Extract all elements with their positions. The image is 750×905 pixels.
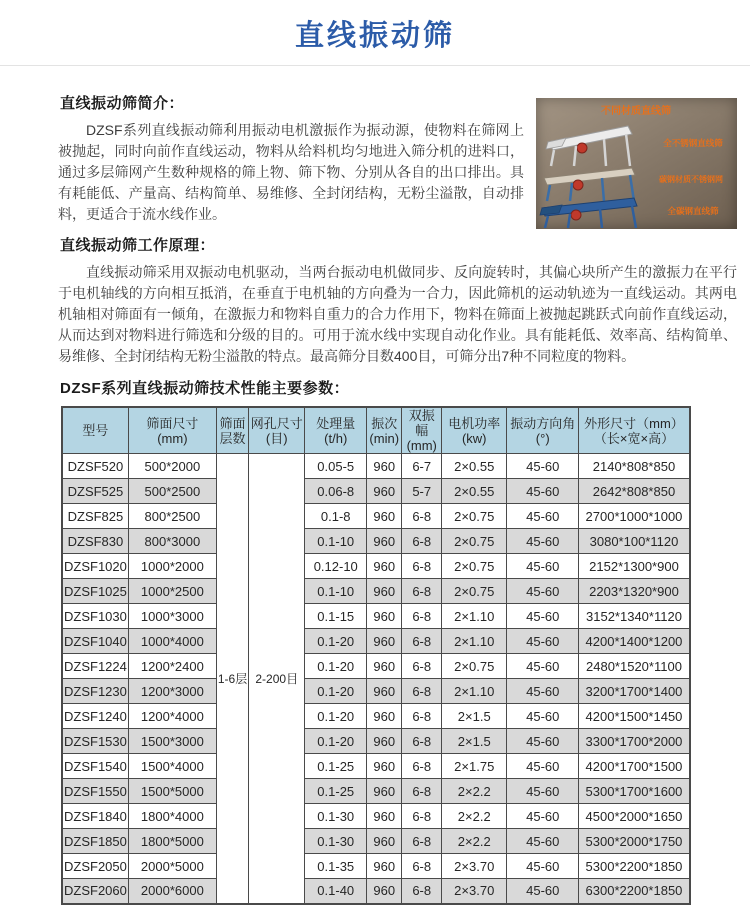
table-cell: 960 <box>367 879 402 904</box>
column-header: 型号 <box>62 407 128 454</box>
merged-cell-mesh: 2-200目 <box>249 454 305 904</box>
content <box>0 66 750 905</box>
table-cell: 960 <box>367 479 402 504</box>
table-cell: 0.1-25 <box>305 754 367 779</box>
table-cell: 6300*2200*1850 <box>579 879 690 904</box>
table-cell: 45-60 <box>507 754 579 779</box>
column-header: 外形尺寸（mm） （长×宽×高） <box>579 407 690 454</box>
table-cell: 2×1.5 <box>442 729 507 754</box>
table-cell: 45-60 <box>507 579 579 604</box>
table-cell: 0.05-5 <box>305 454 367 479</box>
table-cell: 3080*100*1120 <box>579 529 690 554</box>
table-row <box>62 604 690 629</box>
table-cell: 1500*5000 <box>128 779 216 804</box>
table-cell: 1200*2400 <box>128 654 216 679</box>
table-cell: 960 <box>367 604 402 629</box>
table-cell: DZSF1025 <box>62 579 128 604</box>
table-cell: DZSF1840 <box>62 804 128 829</box>
photo-label-stainless: 全不锈钢直线筛 <box>663 138 723 148</box>
table-cell: 0.1-15 <box>305 604 367 629</box>
table-cell: 0.1-20 <box>305 704 367 729</box>
table-cell: 2×3.70 <box>442 879 507 904</box>
intro-heading: 直线振动筛简介： <box>60 95 185 112</box>
table-cell: 6-8 <box>402 704 442 729</box>
table-cell: 6-8 <box>402 829 442 854</box>
table-cell: 45-60 <box>507 804 579 829</box>
table-row <box>62 754 690 779</box>
table-cell: 2152*1300*900 <box>579 554 690 579</box>
table-cell: DZSF1230 <box>62 679 128 704</box>
table-cell: 0.1-30 <box>305 804 367 829</box>
table-cell: 0.1-20 <box>305 629 367 654</box>
table-cell: 2480*1520*1100 <box>579 654 690 679</box>
table-cell: 6-8 <box>402 579 442 604</box>
table-cell: 0.12-10 <box>305 554 367 579</box>
table-row <box>62 879 690 904</box>
table-cell: 6-8 <box>402 879 442 904</box>
table-cell: 2×0.75 <box>442 654 507 679</box>
specs-table-body <box>62 454 690 904</box>
table-cell: 2203*1320*900 <box>579 579 690 604</box>
table-cell: DZSF525 <box>62 479 128 504</box>
table-cell: DZSF2060 <box>62 879 128 904</box>
table-row <box>62 729 690 754</box>
table-cell: 6-8 <box>402 779 442 804</box>
table-cell: 6-8 <box>402 604 442 629</box>
table-row <box>62 629 690 654</box>
table-cell: 6-8 <box>402 629 442 654</box>
table-cell: 4200*1700*1500 <box>579 754 690 779</box>
table-cell: 0.1-30 <box>305 829 367 854</box>
table-cell: 2000*6000 <box>128 879 216 904</box>
photo-label-carbon-mesh: 碳钢材质不锈钢网 <box>659 175 723 184</box>
table-cell: 45-60 <box>507 604 579 629</box>
photo-label-carbon: 全碳钢直线筛 <box>667 206 719 216</box>
table-cell: 0.1-35 <box>305 854 367 879</box>
table-cell: 960 <box>367 454 402 479</box>
table-cell: DZSF1540 <box>62 754 128 779</box>
table-cell: 960 <box>367 704 402 729</box>
table-cell: DZSF1040 <box>62 629 128 654</box>
table-cell: 960 <box>367 504 402 529</box>
table-cell: 960 <box>367 754 402 779</box>
table-row <box>62 779 690 804</box>
table-cell: 45-60 <box>507 854 579 879</box>
column-header: 处理量 (t/h) <box>305 407 367 454</box>
column-header: 筛面 层数 <box>216 407 248 454</box>
table-cell: 3300*1700*2000 <box>579 729 690 754</box>
table-cell: 45-60 <box>507 729 579 754</box>
table-cell: 2×1.10 <box>442 679 507 704</box>
column-header: 电机功率 (kw) <box>442 407 507 454</box>
table-cell: 1500*4000 <box>128 754 216 779</box>
photo-caption-top: 不同材质直线筛 <box>601 106 671 117</box>
table-cell: 2×0.75 <box>442 529 507 554</box>
table-cell: 45-60 <box>507 779 579 804</box>
table-cell: 0.06-8 <box>305 479 367 504</box>
table-cell: 5-7 <box>402 479 442 504</box>
table-cell: DZSF1850 <box>62 829 128 854</box>
table-cell: 2×1.10 <box>442 604 507 629</box>
table-cell: 2×0.55 <box>442 479 507 504</box>
table-cell: 6-8 <box>402 804 442 829</box>
table-cell: 960 <box>367 779 402 804</box>
table-cell: DZSF1020 <box>62 554 128 579</box>
table-cell: 45-60 <box>507 454 579 479</box>
table-row <box>62 679 690 704</box>
table-row <box>62 554 690 579</box>
merged-cell-layers: 1-6层 <box>216 454 248 904</box>
table-cell: 45-60 <box>507 554 579 579</box>
table-cell: DZSF1550 <box>62 779 128 804</box>
table-cell: 45-60 <box>507 529 579 554</box>
table-row <box>62 854 690 879</box>
table-cell: 0.1-40 <box>305 879 367 904</box>
table-cell: 3200*1700*1400 <box>579 679 690 704</box>
table-cell: 0.1-20 <box>305 729 367 754</box>
table-cell: 45-60 <box>507 479 579 504</box>
table-cell: 6-8 <box>402 754 442 779</box>
table-cell: 0.1-20 <box>305 679 367 704</box>
table-cell: 2×0.75 <box>442 579 507 604</box>
column-header: 网孔尺寸 (目) <box>249 407 305 454</box>
table-row <box>62 454 690 479</box>
table-cell: 1200*3000 <box>128 679 216 704</box>
table-cell: 6-8 <box>402 504 442 529</box>
table-row <box>62 579 690 604</box>
table-cell: DZSF830 <box>62 529 128 554</box>
column-header: 振次 (min) <box>367 407 402 454</box>
table-cell: 45-60 <box>507 504 579 529</box>
table-row <box>62 704 690 729</box>
table-cell: 1800*5000 <box>128 829 216 854</box>
table-cell: 5300*2000*1750 <box>579 829 690 854</box>
table-cell: 6-8 <box>402 729 442 754</box>
table-row <box>62 804 690 829</box>
column-header: 振动方向角 (°) <box>507 407 579 454</box>
table-cell: 2642*808*850 <box>579 479 690 504</box>
table-cell: 1000*4000 <box>128 629 216 654</box>
table-cell: 2000*5000 <box>128 854 216 879</box>
table-cell: 2×1.75 <box>442 754 507 779</box>
table-cell: 960 <box>367 554 402 579</box>
table-cell: 1000*2500 <box>128 579 216 604</box>
table-cell: 45-60 <box>507 679 579 704</box>
table-cell: 45-60 <box>507 879 579 904</box>
table-cell: 960 <box>367 829 402 854</box>
table-cell: 500*2500 <box>128 479 216 504</box>
table-cell: 2×1.10 <box>442 629 507 654</box>
table-cell: 2×2.2 <box>442 829 507 854</box>
table-cell: 2140*808*850 <box>579 454 690 479</box>
table-cell: 1200*4000 <box>128 704 216 729</box>
table-row <box>62 504 690 529</box>
table-cell: 2×1.5 <box>442 704 507 729</box>
table-cell: 6-8 <box>402 554 442 579</box>
table-cell: 5300*1700*1600 <box>579 779 690 804</box>
table-cell: 2×2.2 <box>442 804 507 829</box>
table-cell: 6-8 <box>402 654 442 679</box>
table-cell: 6-8 <box>402 854 442 879</box>
table-cell: 1000*3000 <box>128 604 216 629</box>
table-cell: DZSF1240 <box>62 704 128 729</box>
table-cell: 2700*1000*1000 <box>579 504 690 529</box>
principle-heading: 直线振动筛工作原理： <box>60 237 216 254</box>
table-cell: 2×3.70 <box>442 854 507 879</box>
table-cell: DZSF1030 <box>62 604 128 629</box>
page-title: 直线振动筛 <box>294 20 455 52</box>
table-cell: 4200*1500*1450 <box>579 704 690 729</box>
table-cell: 2×0.75 <box>442 554 507 579</box>
table-cell: 960 <box>367 679 402 704</box>
table-cell: 0.1-25 <box>305 779 367 804</box>
table-cell: 2×2.2 <box>442 779 507 804</box>
table-cell: 1500*3000 <box>128 729 216 754</box>
product-photo <box>536 98 737 229</box>
table-cell: 0.1-10 <box>305 529 367 554</box>
machine-stainless <box>546 126 632 166</box>
specs-table-header-row <box>62 407 690 454</box>
table-cell: 2×0.55 <box>442 454 507 479</box>
table-cell: 960 <box>367 629 402 654</box>
table-cell: 3152*1340*1120 <box>579 604 690 629</box>
table-cell: 960 <box>367 729 402 754</box>
table-cell: DZSF2050 <box>62 854 128 879</box>
table-cell: 6-7 <box>402 454 442 479</box>
table-cell: 5300*2200*1850 <box>579 854 690 879</box>
table-cell: DZSF1530 <box>62 729 128 754</box>
table-cell: 960 <box>367 654 402 679</box>
table-cell: 1000*2000 <box>128 554 216 579</box>
table-cell: 45-60 <box>507 704 579 729</box>
table-cell: DZSF1224 <box>62 654 128 679</box>
intro-paragraph: DZSF系列直线振动筛利用振动电机激振作为振动源，使物料在筛网上被抛起，同时向前作直线运动，物料从给料机均匀地进入筛分机的进料口，通过多层筛网产生数种规格的筛上物、筛下物、分别从各自的出口排出。具有耗能低、产量高、结构简单、易维修、全封闭结构，无粉尘溢散，自动排料，更适合于流水线作业。 <box>58 122 524 222</box>
table-row <box>62 479 690 504</box>
table-cell: 0.1-20 <box>305 654 367 679</box>
specs-heading: DZSF系列直线振动筛技术性能主要参数： <box>60 380 350 397</box>
table-cell: 2×0.75 <box>442 504 507 529</box>
table-cell: 0.1-10 <box>305 579 367 604</box>
table-cell: 4500*2000*1650 <box>579 804 690 829</box>
table-cell: 960 <box>367 854 402 879</box>
table-cell: DZSF520 <box>62 454 128 479</box>
table-cell: 0.1-8 <box>305 504 367 529</box>
vibrating-screen-photo-illustration <box>536 98 737 229</box>
table-row <box>62 654 690 679</box>
specs-table <box>61 406 691 905</box>
table-cell: 45-60 <box>507 654 579 679</box>
column-header: 筛面尺寸 (mm) <box>128 407 216 454</box>
table-cell: 6-8 <box>402 529 442 554</box>
table-row <box>62 829 690 854</box>
table-cell: 800*3000 <box>128 529 216 554</box>
table-cell: 960 <box>367 804 402 829</box>
table-cell: 960 <box>367 529 402 554</box>
machine-carbon-mesh <box>544 168 635 201</box>
specs-table-head <box>62 407 690 454</box>
principle-paragraph: 直线振动筛采用双振动电机驱动，当两台振动电机做同步、反向旋转时，其偏心块所产生的激振力在平行于电机轴线的方向相互抵消，在垂直于电机轴的方向叠为一合力，因此筛机的运动轨迹为一直线运动。其两电机轴相对筛面有一倾角，在激振力和物料自重力的合力作用下，物料在筛面上被抛起跳跃式向前作直线运动，从而达到对物料进行筛选和分级的目的。可用于流水线中实现自动化作业。具有能耗低、效率高、结构简单、易维修、全封闭结构无粉尘溢散的特点。最高筛分目数400目，可筛分出7种不同粒度的物料。 <box>58 264 737 364</box>
machine-carbon <box>540 198 637 228</box>
table-cell: 4200*1400*1200 <box>579 629 690 654</box>
table-cell: 45-60 <box>507 629 579 654</box>
column-header: 双振幅 (mm) <box>402 407 442 454</box>
table-cell: 960 <box>367 579 402 604</box>
table-cell: 6-8 <box>402 679 442 704</box>
table-row <box>62 529 690 554</box>
table-cell: DZSF825 <box>62 504 128 529</box>
table-cell: 800*2500 <box>128 504 216 529</box>
table-cell: 45-60 <box>507 829 579 854</box>
table-cell: 1800*4000 <box>128 804 216 829</box>
table-cell: 500*2000 <box>128 454 216 479</box>
